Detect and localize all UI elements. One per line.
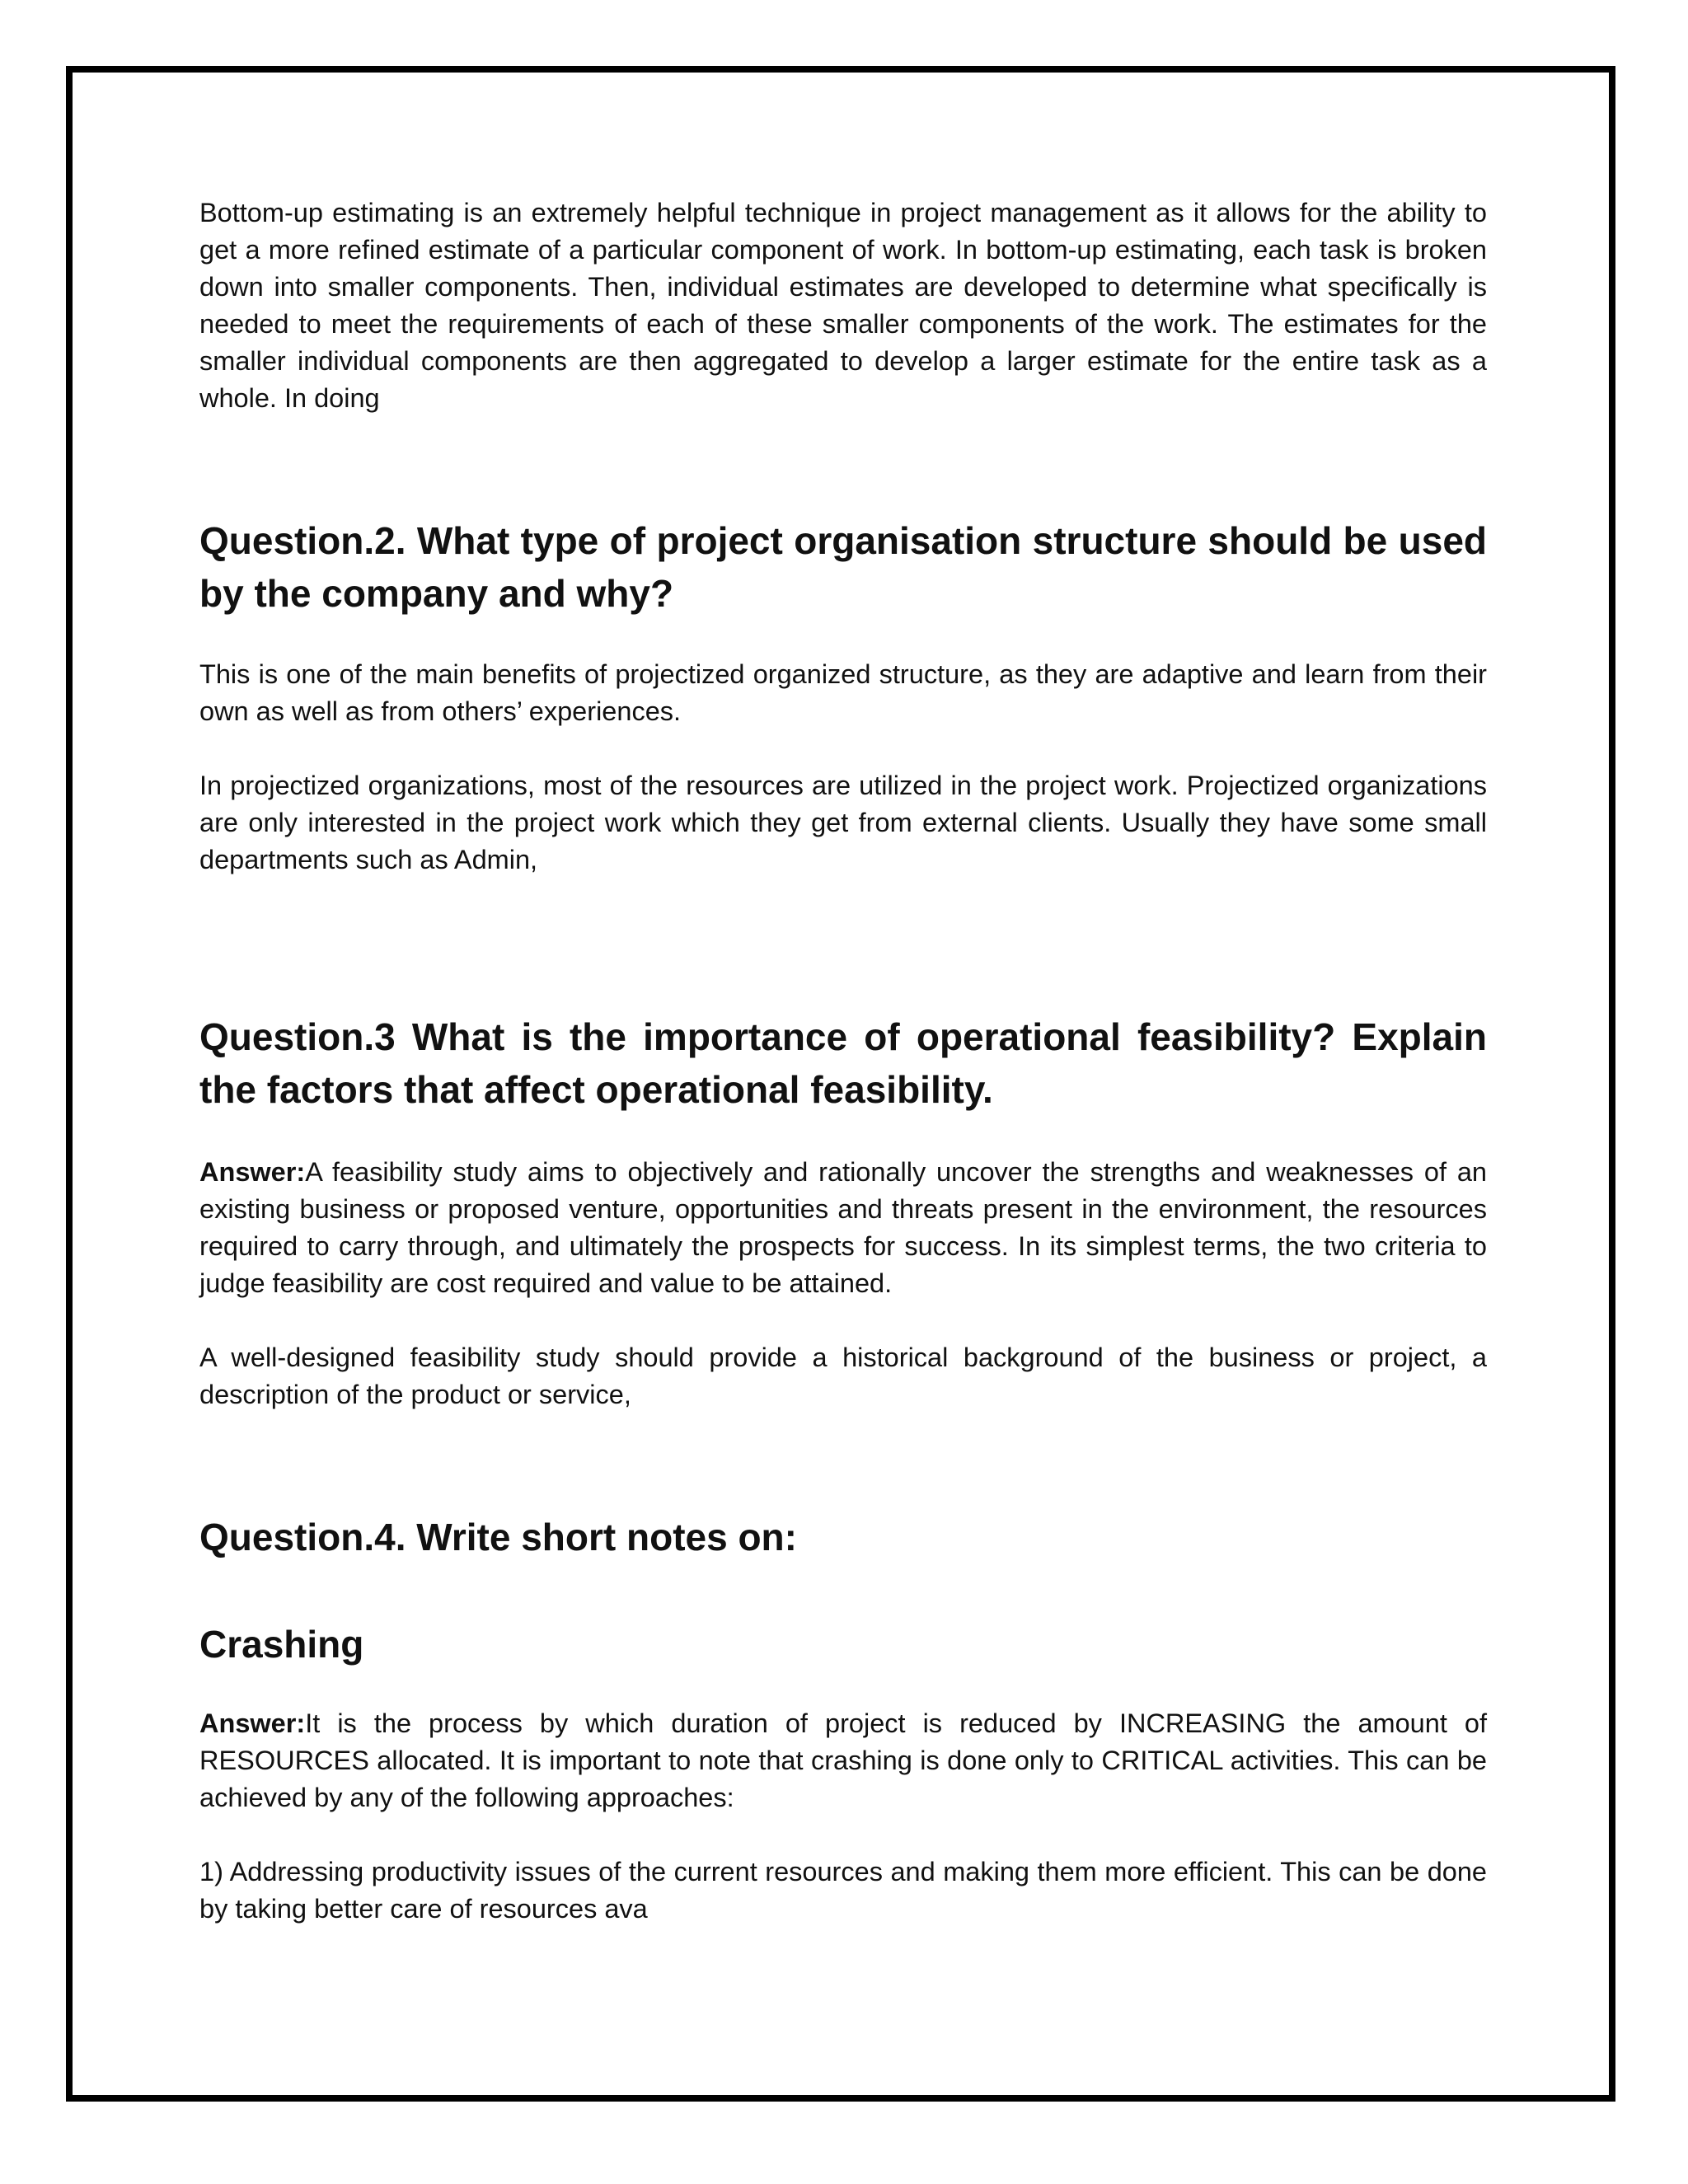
answer-label: Answer:	[199, 1708, 306, 1738]
intro-paragraph: Bottom-up estimating is an extremely helpful technique in project management as it allows for the ability to get a more refined estimate of a particular component of work. In bottom-up estimating, each task is broken down into smaller components. Then, individual estimates are developed to determine what specifically is needed to meet the requirements of each of these smaller components of the work. The estimates for the smaller individual components are then aggregated to develop a larger estimate for the entire task as a whole. In doing	[199, 198, 1487, 413]
answer-text: A feasibility study aims to objectively and rationally uncover the strengths and weaknesses of an existing business or proposed venture, opportunities and threats present in the environment, the resources required to carry through, and ultimately the prospects for success. In its simplest terms, the two criteria to judge feasibility are cost required and value to be attained.	[199, 1157, 1487, 1298]
list-item-1: 1) Addressing productivity issues of the current resources and making them more efficient. This can be done by taking better care of resources ava	[199, 1857, 1487, 1924]
question-3-answer	[199, 1154, 1487, 1302]
question-2-heading: Question.2. What type of project organisation structure should be used by the company and why?	[199, 519, 1487, 615]
question-2-paragraph-2: In projectized organizations, most of the resources are utilized in the project work. Projectized organizations are only interested in the project work which they get from external clients. Usually they have some small departments such as Admin,	[199, 771, 1487, 874]
crashing-subheading: Crashing	[199, 1623, 364, 1666]
question-3-paragraph-2: A well-designed feasibility study should provide a historical background of the business or project, a description of the product or service,	[199, 1343, 1487, 1409]
question-4-answer	[199, 1705, 1487, 1816]
document-body	[199, 194, 1487, 1928]
answer-label: Answer:	[199, 1157, 306, 1187]
answer-text: It is the process by which duration of project is reduced by INCREASING the amount of RESOURCES allocated. It is important to note that crashing is done only to CRITICAL activities. This can be achieved by any of the following approaches:	[199, 1708, 1487, 1812]
question-2-paragraph-1: This is one of the main benefits of projectized organized structure, as they are adaptive and learn from their own as well as from others’ experiences.	[199, 659, 1487, 726]
question-4-heading: Question.4. Write short notes on:	[199, 1516, 797, 1558]
question-3-heading: Question.3 What is the importance of operational feasibility? Explain the factors that affect operational feasibility.	[199, 1015, 1487, 1111]
